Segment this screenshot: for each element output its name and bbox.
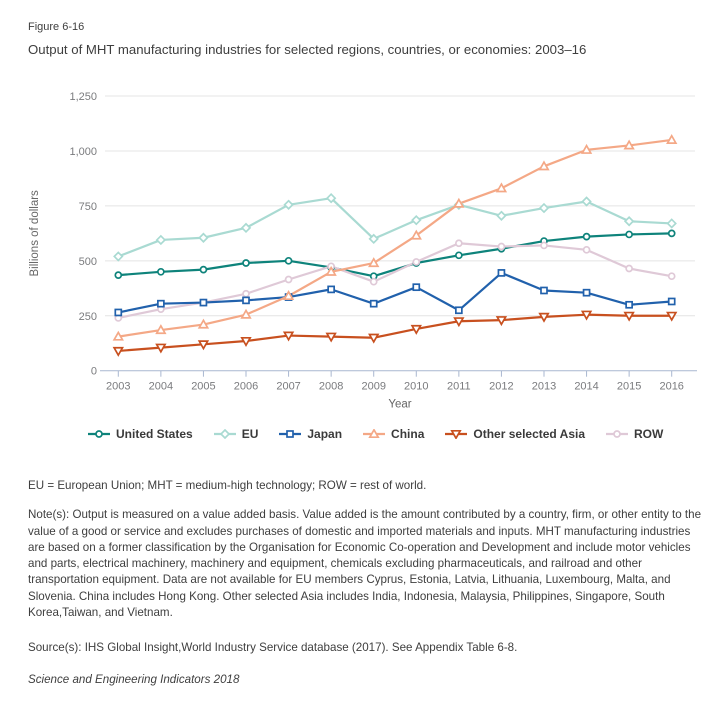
marker-circle-icon bbox=[96, 431, 102, 437]
source-line: Source(s): IHS Global Insight,World Industry Service database (2017). See Appendix Table 6-8. bbox=[28, 641, 518, 655]
y-tick-label: 1,000 bbox=[69, 145, 97, 158]
legend-marker-eu-icon bbox=[214, 429, 236, 439]
marker-triangle-up-icon bbox=[582, 146, 590, 153]
marker-circle-icon bbox=[115, 272, 121, 278]
x-tick-label: 2012 bbox=[489, 380, 514, 393]
marker-square-icon bbox=[115, 309, 121, 315]
marker-triangle-up-icon bbox=[625, 141, 633, 148]
marker-circle-icon bbox=[413, 259, 419, 265]
series-line-row bbox=[118, 243, 671, 318]
legend-marker-united-states-icon bbox=[88, 429, 110, 439]
y-tick-label: 500 bbox=[78, 255, 97, 268]
marker-triangle-up-icon bbox=[497, 184, 505, 191]
marker-triangle-up-icon bbox=[370, 430, 378, 437]
marker-triangle-down-icon bbox=[157, 344, 165, 351]
marker-square-icon bbox=[584, 290, 590, 296]
legend-label: EU bbox=[241, 427, 259, 441]
y-axis-title: Billions of dollars bbox=[29, 190, 41, 277]
x-tick-label: 2015 bbox=[616, 380, 642, 393]
marker-diamond-icon bbox=[199, 234, 207, 242]
legend-item-row bbox=[606, 427, 663, 441]
legend-label: ROW bbox=[634, 427, 664, 441]
x-tick-label: 2008 bbox=[318, 380, 344, 393]
marker-square-icon bbox=[243, 297, 249, 303]
marker-diamond-icon bbox=[668, 219, 676, 227]
marker-triangle-down-icon bbox=[582, 311, 590, 318]
marker-triangle-up-icon bbox=[199, 320, 207, 327]
marker-triangle-down-icon bbox=[412, 326, 420, 333]
y-tick-label: 0 bbox=[90, 365, 97, 378]
chart-legend bbox=[88, 427, 663, 441]
x-tick-label: 2005 bbox=[191, 380, 216, 393]
x-tick-label: 2010 bbox=[404, 380, 429, 393]
page-title: Output of MHT manufacturing industries for selected regions, countries, or economies: 2003–16 bbox=[28, 42, 587, 57]
marker-square-icon bbox=[626, 302, 632, 308]
marker-triangle-down-icon bbox=[199, 341, 207, 348]
marker-square-icon bbox=[413, 284, 419, 290]
abbreviations-note: EU = European Union; MHT = medium-high technology; ROW = rest of world. bbox=[28, 479, 427, 492]
marker-circle-icon bbox=[200, 267, 206, 273]
marker-circle-icon bbox=[498, 244, 504, 250]
x-tick-label: 2003 bbox=[106, 380, 131, 393]
marker-diamond-icon bbox=[221, 430, 229, 438]
marker-diamond-icon bbox=[625, 217, 633, 225]
legend-label: Japan bbox=[307, 427, 343, 441]
marker-triangle-up-icon bbox=[157, 326, 165, 333]
marker-circle-icon bbox=[669, 230, 675, 236]
marker-diamond-icon bbox=[157, 236, 165, 244]
marker-circle-icon bbox=[669, 273, 675, 279]
marker-circle-icon bbox=[243, 260, 249, 266]
marker-triangle-up-icon bbox=[284, 292, 292, 299]
footnotes bbox=[28, 478, 706, 688]
legend-marker-row-icon bbox=[606, 429, 628, 439]
marker-diamond-icon bbox=[114, 252, 122, 260]
marker-triangle-up-icon bbox=[455, 199, 463, 206]
marker-triangle-down-icon bbox=[540, 314, 548, 321]
marker-triangle-down-icon bbox=[497, 317, 505, 324]
attribution-line: Science and Engineering Indicators 2018 bbox=[28, 672, 240, 686]
marker-square-icon bbox=[158, 301, 164, 307]
marker-triangle-up-icon bbox=[242, 310, 250, 317]
marker-triangle-down-icon bbox=[668, 313, 676, 320]
marker-circle-icon bbox=[158, 269, 164, 275]
legend-item-eu bbox=[214, 427, 259, 441]
legend-label: Other selected Asia bbox=[473, 427, 585, 441]
x-tick-label: 2009 bbox=[361, 380, 386, 393]
marker-diamond-icon bbox=[497, 212, 505, 220]
x-tick-label: 2014 bbox=[574, 380, 599, 393]
marker-triangle-up-icon bbox=[668, 136, 676, 143]
marker-square-icon bbox=[287, 431, 293, 437]
marker-square-icon bbox=[669, 298, 675, 304]
marker-circle-icon bbox=[286, 276, 292, 282]
marker-triangle-down-icon bbox=[455, 318, 463, 325]
marker-circle-icon bbox=[584, 234, 590, 240]
marker-circle-icon bbox=[456, 252, 462, 258]
notes-paragraph: Note(s): Output is measured on a value added basis. Value added is the amount contributed by a country, firm, or other entity to the value of a good or service and excludes purchases of domestic and imported materials and inputs. MHT manufacturing industries are based on a former classification by the Organisation for Economic Co-operation and Development and include motor vehicles and parts, electrical machinery, machinery and equipment, chemicals excluding pharmaceuticals, and railroad and other transportation equipment. Data are not available for EU members Cyprus, Estonia, Latvia, Lithuania, Luxembourg, Malta, and Slovenia. China includes Hong Kong. Other selected Asia includes India, Indonesia, Malaysia, Philippines, Singapore, South Korea,Taiwan, and Vietnam. bbox=[28, 508, 702, 620]
marker-triangle-up-icon bbox=[114, 332, 122, 339]
marker-diamond-icon bbox=[540, 204, 548, 212]
marker-square-icon bbox=[371, 301, 377, 307]
marker-triangle-down-icon bbox=[452, 431, 460, 438]
legend-label: China bbox=[391, 427, 425, 441]
y-tick-label: 250 bbox=[78, 310, 97, 323]
y-tick-label: 1,250 bbox=[69, 91, 97, 103]
marker-circle-icon bbox=[243, 291, 249, 297]
marker-triangle-down-icon bbox=[242, 338, 250, 345]
legend-item-united-states bbox=[88, 427, 193, 441]
marker-circle-icon bbox=[286, 258, 292, 264]
marker-circle-icon bbox=[626, 266, 632, 272]
x-tick-label: 2011 bbox=[447, 380, 471, 393]
legend-item-japan bbox=[279, 427, 342, 441]
x-axis-title: Year bbox=[388, 398, 412, 411]
marker-diamond-icon bbox=[242, 224, 250, 232]
marker-circle-icon bbox=[371, 279, 377, 285]
marker-diamond-icon bbox=[583, 197, 591, 205]
legend-marker-china-icon bbox=[363, 429, 385, 439]
marker-square-icon bbox=[328, 286, 334, 292]
marker-square-icon bbox=[200, 300, 206, 306]
y-tick-label: 750 bbox=[78, 200, 97, 213]
legend-item-china bbox=[363, 427, 424, 441]
marker-square-icon bbox=[498, 270, 504, 276]
legend-marker-other-selected-asia-icon bbox=[445, 429, 467, 439]
marker-square-icon bbox=[541, 287, 547, 293]
marker-circle-icon bbox=[626, 231, 632, 237]
marker-triangle-up-icon bbox=[540, 162, 548, 169]
legend-marker-japan-icon bbox=[279, 429, 301, 439]
marker-triangle-down-icon bbox=[114, 348, 122, 355]
x-tick-label: 2016 bbox=[659, 380, 684, 393]
marker-circle-icon bbox=[541, 242, 547, 248]
marker-triangle-down-icon bbox=[284, 332, 292, 339]
marker-circle-icon bbox=[456, 240, 462, 246]
marker-triangle-down-icon bbox=[625, 313, 633, 320]
marker-triangle-down-icon bbox=[327, 333, 335, 340]
x-tick-label: 2013 bbox=[531, 380, 557, 393]
marker-diamond-icon bbox=[412, 216, 420, 224]
x-tick-label: 2007 bbox=[276, 380, 301, 393]
x-tick-label: 2004 bbox=[148, 380, 174, 393]
legend-label: United States bbox=[116, 427, 193, 441]
x-tick-label: 2006 bbox=[233, 380, 259, 393]
marker-diamond-icon bbox=[285, 201, 293, 209]
figure-label: Figure 6-16 bbox=[28, 21, 85, 33]
marker-square-icon bbox=[456, 307, 462, 313]
marker-circle-icon bbox=[584, 247, 590, 253]
marker-circle-icon bbox=[614, 431, 620, 437]
legend-item-other-selected-asia bbox=[445, 427, 585, 441]
marker-triangle-down-icon bbox=[370, 335, 378, 342]
